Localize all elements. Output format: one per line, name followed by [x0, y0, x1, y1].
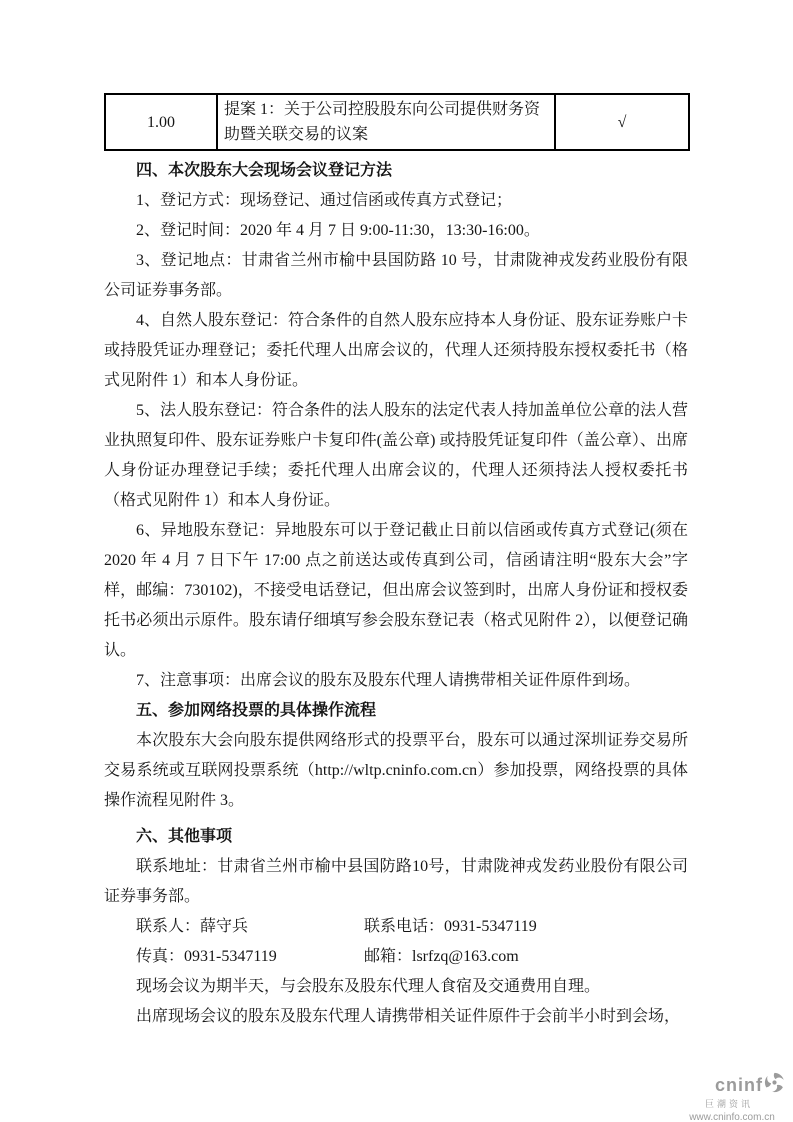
fax-email-row	[104, 942, 688, 972]
registration-item-3: 3、登记地点：甘肃省兰州市榆中县国防路 10 号，甘肃陇神戎发药业股份有限公司证券事务部。	[104, 252, 688, 299]
contact-address: 联系地址：甘肃省兰州市榆中县国防路10号，甘肃陇神戎发药业股份有限公司证券事务部。	[104, 858, 688, 905]
cninfo-chinese-name: 巨潮资讯	[704, 1099, 753, 1109]
registration-item-4: 4、自然人股东登记：符合条件的自然人股东应持本人身份证、股东证券账户卡或持股凭证办理登记；委托代理人出席会议的，代理人还须持股东授权委托书（格式见附件 1）和本人身份证。	[104, 312, 689, 389]
cninfo-brand-row	[677, 1072, 787, 1097]
proposal-vote-table	[104, 93, 690, 151]
cninfo-swirl-icon	[764, 1072, 785, 1097]
section-heading-other: 六、其他事项	[136, 828, 233, 845]
proposal-title-cell: 提案 1：关于公司控股股东向公司提供财务资助暨关联交易的议案	[217, 94, 555, 150]
proposal-vote-mark-cell: √	[555, 94, 689, 150]
registration-item-7: 7、注意事项：出席会议的股东及股东代理人请携带相关证件原件到场。	[136, 672, 641, 689]
online-voting-body: 本次股东大会向股东提供网络形式的投票平台，股东可以通过深圳证券交易所交易系统或互联网投票系统（http://wltp.cninfo.com.cn）参加投票，网络投票的具体操作流程见附件 3。	[104, 732, 688, 809]
section-heading-registration: 四、本次股东大会现场会议登记方法	[136, 162, 393, 179]
registration-item-2: 2、登记时间：2020 年 4 月 7 日 9:00-11:30，13:30-16:00。	[136, 222, 540, 239]
meeting-note-2: 出席现场会议的股东及股东代理人请携带相关证件原件于会前半小时到会场，	[136, 1008, 681, 1025]
registration-item-1: 1、登记方式：现场登记、通过信函或传真方式登记；	[136, 192, 513, 209]
email-address: 邮箱：lsrfzq@163.com	[364, 948, 519, 965]
cninfo-watermark	[677, 1072, 787, 1122]
contact-phone: 联系电话：0931-5347119	[364, 918, 537, 935]
fax-number: 传真：0931-5347119	[136, 948, 277, 965]
registration-item-5: 5、法人股东登记：符合条件的法人股东的法定代表人持加盖单位公章的法人营业执照复印件、股东证券账户卡复印件(盖公章) 或持股凭证复印件（盖公章）、出席人身份证办理登记手续；委托代理人出席会议的，代理人还须持法人授权委托书（格式见附件 1）和本人身份证。	[104, 402, 689, 509]
meeting-note-1: 现场会议为期半天，与会股东及股东代理人食宿及交通费用自理。	[136, 978, 601, 995]
contact-person: 联系人：薛守兵	[136, 918, 249, 935]
contact-person-phone-row	[104, 912, 688, 942]
cninfo-url: www.cninfo.com.cn	[689, 1112, 775, 1122]
document-content	[104, 93, 688, 1032]
proposal-code-cell: 1.00	[105, 94, 217, 150]
table-row	[105, 94, 689, 150]
cninfo-brand-text: cninf	[715, 1074, 763, 1095]
registration-item-6: 6、异地股东登记：异地股东可以于登记截止日前以信函或传真方式登记(须在 2020 年 4 月 7 日下午 17:00 点之前送达或传真到公司，信函请注明“股东大会”字样，邮编：730102)，不接受电话登记，但出席会议签到时，出席人身份证和授权委托书必须出示原件。股东请仔细填写参会股东登记表（格式见附件 2），以便登记确认。	[104, 522, 688, 659]
section-heading-online-voting: 五、参加网络投票的具体操作流程	[136, 702, 377, 719]
